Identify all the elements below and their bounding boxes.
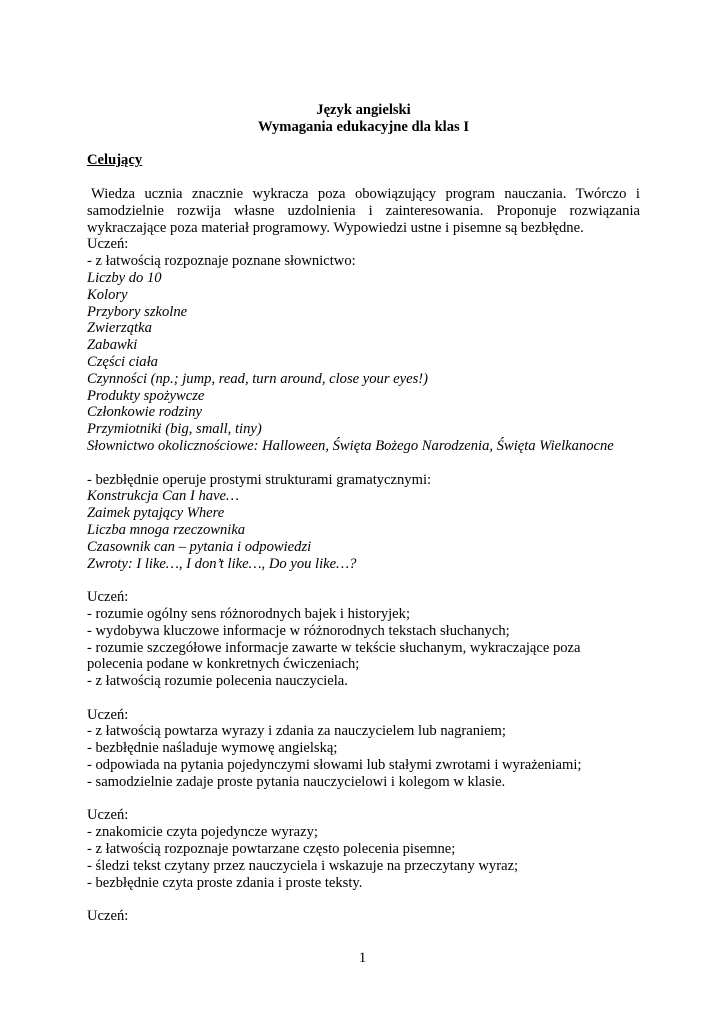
listening-item: - rozumie szczegółowe informacje zawarte w tekście słuchanym, wykraczające poza polecenia podane w konkretnych ćwiczeniach; xyxy=(87,639,581,673)
speaking-item: - samodzielnie zadaje proste pytania nauczycielowi i kolegom w klasie. xyxy=(87,773,506,790)
vocab-item: Przybory szkolne xyxy=(87,303,188,320)
speaking-item: - bezbłędnie naśladuje wymowę angielską; xyxy=(87,740,338,757)
vocab-item: Członkowie rodziny xyxy=(87,404,202,421)
speaking-item: - odpowiada na pytania pojedynczymi słowami lub stałymi zwrotami i wyrażeniami; xyxy=(87,757,582,774)
listening-item: - wydobywa kluczowe informacje w różnorodnych tekstach słuchanych; xyxy=(87,622,510,639)
document-page xyxy=(87,102,640,925)
vocab-item: Produkty spożywcze xyxy=(87,387,205,404)
grammar-item: Zaimek pytający Where xyxy=(87,505,225,522)
block6-label: Uczeń: xyxy=(87,908,129,925)
listening-item: - rozumie ogólny sens różnorodnych bajek i historyjek; xyxy=(87,605,411,622)
vocab-item: Zwierzątka xyxy=(87,320,152,337)
grammar-item: Zwroty: I like…, I don’t like…, Do you like…? xyxy=(87,555,357,572)
reading-item: - bezbłędnie czyta proste zdania i proste teksty. xyxy=(87,874,363,891)
vocab-item: Części ciała xyxy=(87,353,158,370)
vocab-item: Przymiotniki (big, small, tiny) xyxy=(87,421,262,438)
reading-item: - śledzi tekst czytany przez nauczyciela i wskazuje na przeczytany wyraz; xyxy=(87,857,519,874)
block1-label: Uczeń: xyxy=(87,236,129,253)
vocab-item: Czynności (np.; jump, read, turn around, close your eyes!) xyxy=(87,370,429,387)
vocab-item: Kolory xyxy=(87,286,128,303)
reading-item: - z łatwością rozpoznaje powtarzane często polecenia pisemne; xyxy=(87,841,456,858)
block5-label: Uczeń: xyxy=(87,807,129,824)
grammar-item: Czasownik can – pytania i odpowiedzi xyxy=(87,538,312,555)
vocab-item: Zabawki xyxy=(87,337,138,354)
page-number: 1 xyxy=(358,950,367,966)
listening-item: - z łatwością rozumie polecenia nauczyciela. xyxy=(87,673,348,690)
intro-paragraph: Wiedza ucznia znacznie wykracza poza obowiązujący program nauczania. Twórczo i samodzielnie rozwija własne uzdolnienia i zainteresowania. Proponuje rozwiązania wykraczające poza materiał programowy. Wypowiedzi ustne i pisemne są bezbłędne. xyxy=(87,185,640,236)
block4-label: Uczeń: xyxy=(87,706,129,723)
grammar-item: Konstrukcja Can I have… xyxy=(87,488,240,505)
speaking-item: - z łatwością powtarza wyrazy i zdania za nauczycielem lub nagraniem; xyxy=(87,723,506,740)
block1-lead: - z łatwością rozpoznaje poznane słownictwo: xyxy=(87,253,356,270)
vocab-item: Słownictwo okolicznościowe: Halloween, Święta Bożego Narodzenia, Święta Wielkanocne xyxy=(87,437,614,454)
grammar-item: Liczba mnoga rzeczownika xyxy=(87,521,246,538)
block3-label: Uczeń: xyxy=(87,589,129,606)
document-subtitle: Wymagania edukacyjne dla klas I xyxy=(257,118,470,135)
vocab-item: Liczby do 10 xyxy=(87,269,162,286)
document-title: Język angielski xyxy=(316,102,411,118)
section-heading: Celujący xyxy=(87,152,143,169)
block2-lead: - bezbłędnie operuje prostymi strukturami gramatycznymi: xyxy=(87,471,432,488)
reading-item: - znakomicie czyta pojedyncze wyrazy; xyxy=(87,824,318,841)
